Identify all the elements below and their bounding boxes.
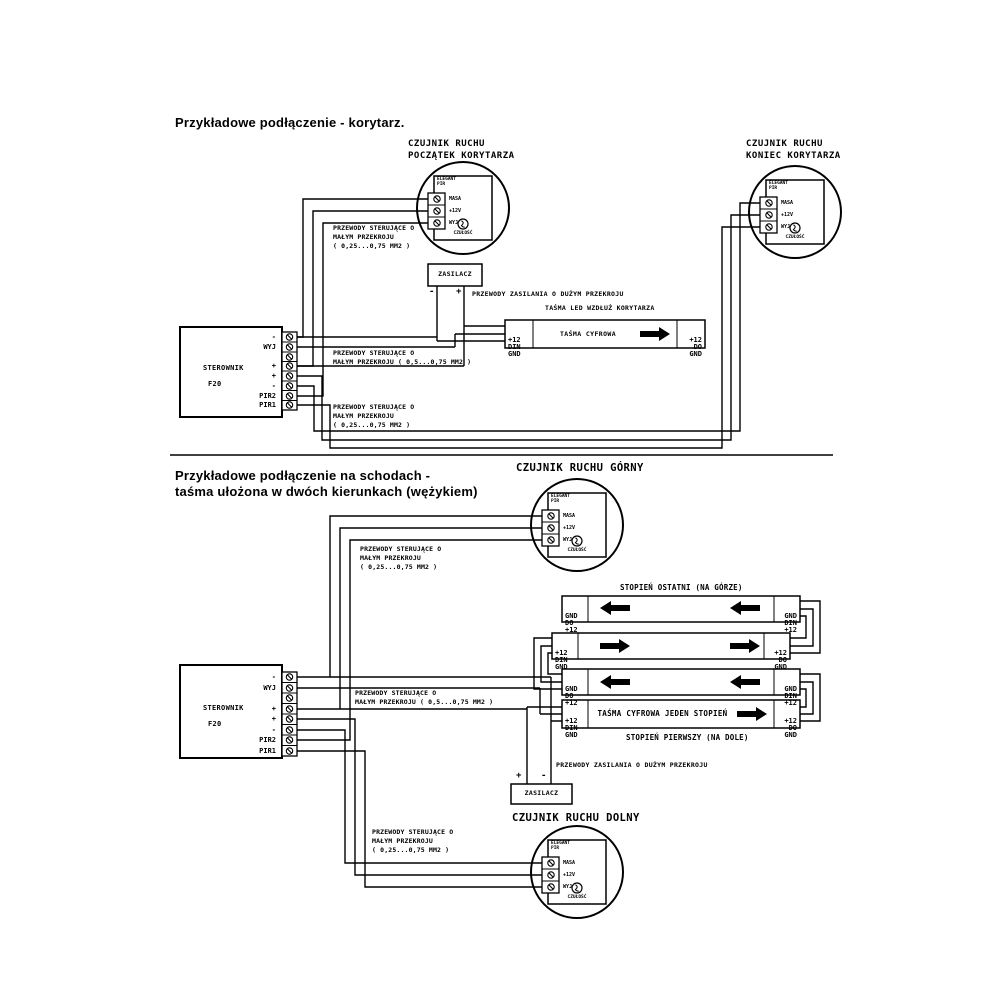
- controller2-terminal-5: -: [271, 726, 276, 734]
- sensor-upper-pin-wyj: WYJ: [563, 537, 573, 543]
- controller2-model: F20: [208, 720, 222, 728]
- sensor-start-label-line2: POCZĄTEK KORYTARZA: [408, 151, 515, 161]
- wire-label-control-6-line3: ( 0,25...0,75 MM2 ): [372, 846, 450, 854]
- sensor-start-brand-line1: ELEGANT: [437, 177, 456, 182]
- controller2-terminal-4: +: [271, 715, 276, 723]
- corridor-strip-name: TAŚMA CYFROWA: [559, 330, 617, 338]
- corridor-strip-pins-out: +12 DO GND: [689, 335, 702, 359]
- sensor-end-pin-12v: +12V: [781, 212, 794, 218]
- sensor-upper-brand-line1: ELEGANT: [551, 494, 570, 499]
- sensor-start-pin-12v: +12V: [449, 208, 462, 214]
- sensor-end-label-line2: KONIEC KORYTARZA: [746, 151, 841, 161]
- controller2-terminal-1: WYJ: [263, 684, 276, 692]
- step-last-caption: STOPIEŃ OSTATNI (NA GÓRZE): [620, 583, 743, 592]
- wire-label-control-2-line1: PRZEWODY STERUJĄCE O: [333, 349, 415, 357]
- controller1-terminal-4: +: [271, 372, 276, 380]
- wire-label-control-4-line2: MAŁYM PRZEKROJU: [360, 554, 421, 562]
- section1-title: Przykładowe podłączenie - korytarz.: [175, 115, 405, 130]
- sensor-start-brand-line2: PIR: [437, 182, 446, 187]
- controller1-terminal-7: PIR1: [259, 401, 276, 409]
- psu1-plus: +: [456, 287, 462, 297]
- wire-label-control-1-line2: MAŁYM PRZEKROJU: [333, 233, 394, 241]
- strip-a-pins-right: GND DIN +12: [784, 611, 797, 635]
- strip-a-pins-left: GND DO +12: [565, 611, 578, 635]
- controller2-terminal-6: PIR2: [259, 736, 276, 744]
- sensor-lower-pin-wyj: WYJ: [563, 884, 573, 890]
- sensor-end-brand-line1: ELEGANT: [769, 181, 788, 186]
- wire-label-control-1-line1: PRZEWODY STERUJĄCE O: [333, 224, 415, 232]
- sensor-upper-label: CZUJNIK RUCHU GÓRNY: [516, 462, 644, 474]
- corridor-strip-pins-in: +12 DIN GND: [508, 335, 521, 359]
- controller2-terminal-0: -: [271, 673, 276, 681]
- sensor-start-pot-label: CZUŁOŚĆ: [453, 231, 473, 236]
- sensor-lower-pot-label: CZUŁOŚĆ: [567, 895, 587, 900]
- sensor-lower-brand-line2: PIR: [551, 846, 560, 851]
- wire-label-control-4-line3: ( 0,25...0,75 MM2 ): [360, 563, 438, 571]
- strip-d-pins-left: +12 DIN GND: [565, 716, 578, 740]
- section2-title-line2: taśma ułożona w dwóch kierunkach (wężykiem): [175, 484, 478, 499]
- psu2-label: ZASILACZ: [524, 789, 559, 797]
- section2-title-line1: Przykładowe podłączenie na schodach -: [175, 468, 431, 483]
- corridor-strip-caption: TAŚMA LED WZDŁUŻ KORYTARZA: [545, 304, 655, 312]
- sensor-end-pot-label: CZUŁOŚĆ: [785, 235, 805, 240]
- psu1-label: ZASILACZ: [438, 270, 472, 278]
- sensor-end-pin-wyj: WYJ: [781, 224, 791, 230]
- wire-label-power-1: PRZEWODY ZASILANIA O DUŻYM PRZEKROJU: [472, 290, 624, 298]
- controller2-terminal-7: PIR1: [259, 747, 276, 755]
- strip-c-pins-left: GND DO +12: [565, 684, 578, 708]
- controller1-terminal-6: PIR2: [259, 392, 276, 400]
- sensor-start-label-line1: CZUJNIK RUCHU: [408, 139, 485, 149]
- sensor-upper-pin-12v: +12V: [563, 525, 576, 531]
- sensor-lower-label: CZUJNIK RUCHU DOLNY: [512, 812, 640, 824]
- sensor-upper-brand-line2: PIR: [551, 499, 560, 504]
- stairs-strip-name: TAŚMA CYFROWA JEDEN STOPIEŃ: [597, 709, 728, 718]
- step-first-caption: STOPIEŃ PIERWSZY (NA DOLE): [626, 733, 749, 742]
- wire-label-control-3-line1: PRZEWODY STERUJĄCE O: [333, 403, 415, 411]
- psu2-minus: -: [541, 771, 547, 781]
- controller1-terminal-1: WYJ: [263, 343, 276, 351]
- wire-label-control-3-line3: ( 0,25...0,75 MM2 ): [333, 421, 411, 429]
- wire-label-control-3-line2: MAŁYM PRZEKROJU: [333, 412, 394, 420]
- controller1-terminal-5: -: [271, 382, 276, 390]
- sensor-upper-pin-masa: MASA: [563, 513, 576, 519]
- wire-label-control-5-line1: PRZEWODY STERUJĄCE O: [355, 689, 437, 697]
- sensor-end-pin-masa: MASA: [781, 200, 794, 206]
- sensor-end-brand-line2: PIR: [769, 186, 778, 191]
- sensor-start-pin-wyj: WYJ: [449, 220, 459, 226]
- controller1-terminal-3: +: [271, 362, 276, 370]
- wire-label-control-2-line2: MAŁYM PRZEKROJU ( 0,5...0,75 MM2 ): [333, 358, 472, 366]
- controller2-name: STEROWNIK: [203, 704, 244, 712]
- wire-label-control-4-line1: PRZEWODY STERUJĄCE O: [360, 545, 442, 553]
- controller1-terminal-0: -: [271, 333, 276, 341]
- psu2-plus: +: [516, 771, 522, 781]
- strip-b-pins-right: +12 DO GND: [774, 648, 787, 672]
- controller1-model: F20: [208, 380, 222, 388]
- psu1-minus: -: [429, 287, 435, 297]
- sensor-lower-pin-masa: MASA: [563, 860, 576, 866]
- strip-b-pins-left: +12 DIN GND: [555, 648, 568, 672]
- wire-label-power-2: PRZEWODY ZASILANIA O DUŻYM PRZEKROJU: [556, 761, 708, 769]
- sensor-upper-pot-label: CZUŁOŚĆ: [567, 548, 587, 553]
- wire-label-control-6-line2: MAŁYM PRZEKROJU: [372, 837, 433, 845]
- sensor-end-label-line1: CZUJNIK RUCHU: [746, 139, 823, 149]
- wire-label-control-6-line1: PRZEWODY STERUJĄCE O: [372, 828, 454, 836]
- wire-label-control-1-line3: ( 0,25...0,75 MM2 ): [333, 242, 411, 250]
- sensor-start-pin-masa: MASA: [449, 196, 462, 202]
- controller1-name: STEROWNIK: [203, 364, 244, 372]
- direction-arrow-icons: [600, 327, 767, 721]
- sensor-lower-pin-12v: +12V: [563, 872, 576, 878]
- sensor-lower-brand-line1: ELEGANT: [551, 841, 570, 846]
- strip-c-pins-right: GND DIN +12: [784, 684, 797, 708]
- wire-label-control-5-line2: MAŁYM PRZEKROJU ( 0,5...0,75 MM2 ): [355, 698, 494, 706]
- strip-d-pins-right: +12 DO GND: [784, 716, 797, 740]
- controller2-terminal-3: +: [271, 705, 276, 713]
